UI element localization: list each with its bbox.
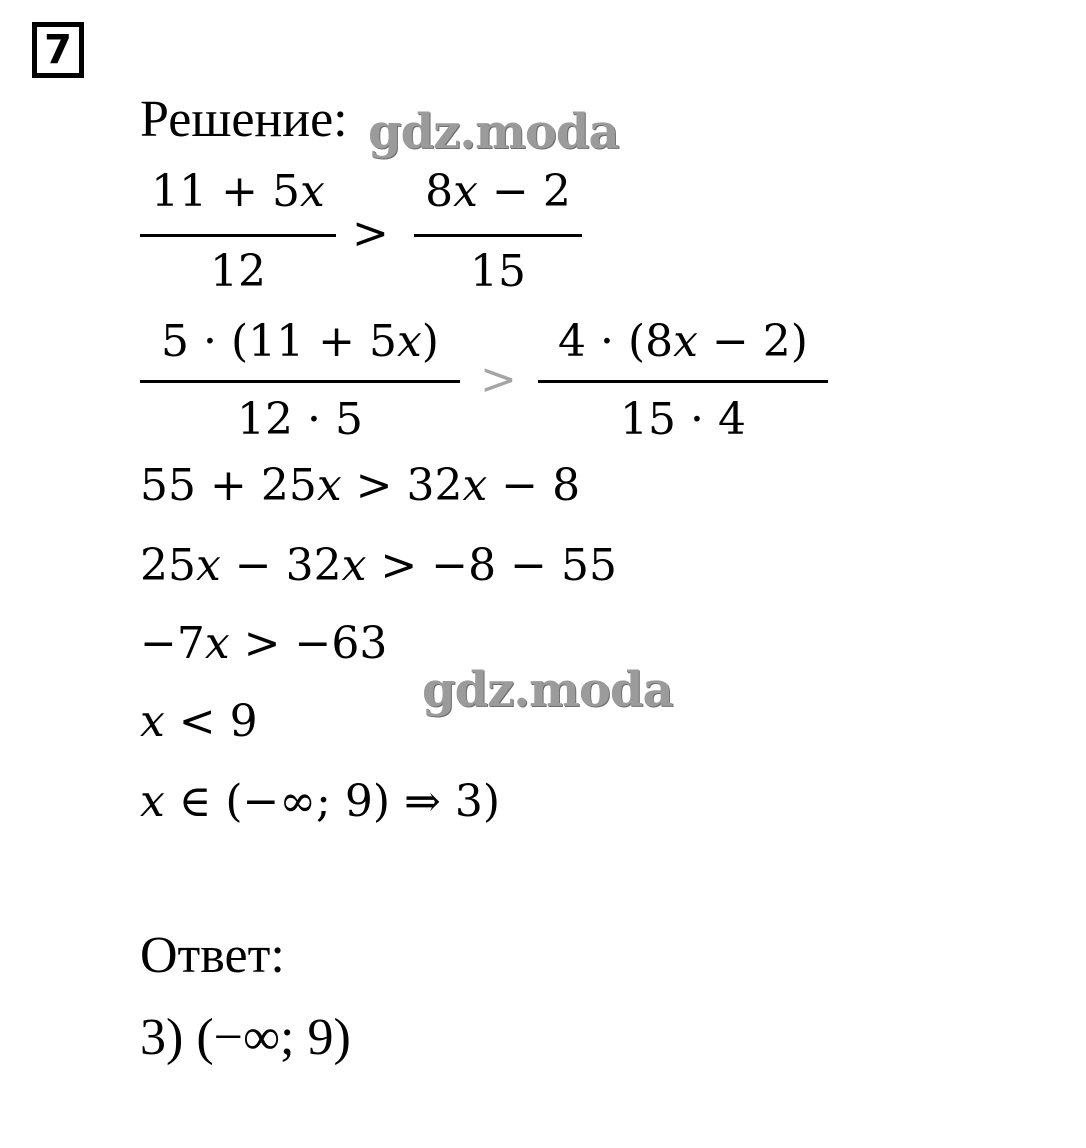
numerator: 4 · (8𝑥 − 2)	[558, 316, 808, 367]
fraction-left-2	[140, 310, 460, 450]
fraction-bar	[140, 234, 336, 237]
denominator: 15 · 4	[620, 394, 746, 445]
fraction-right-1	[414, 160, 582, 300]
step-line: 𝑥 ∈ (−∞; 9) ⇒ 3)	[140, 776, 501, 827]
step-line: 𝑥 < 9	[140, 696, 258, 747]
step-line: 25𝑥 − 32𝑥 > −8 − 55	[140, 540, 617, 591]
denominator: 15	[470, 246, 526, 297]
fraction-bar	[414, 234, 582, 237]
denominator: 12 · 5	[237, 394, 363, 445]
answer-value: 3) (−∞; 9)	[140, 1009, 351, 1066]
step-line: 55 + 25𝑥 > 32𝑥 − 8	[140, 460, 581, 511]
comparison-operator: >	[480, 354, 517, 405]
watermark-middle: gdz.moda	[422, 662, 673, 718]
fraction-bar	[538, 380, 828, 383]
answer-label: Ответ:	[140, 927, 285, 984]
numerator: 11 + 5𝑥	[151, 166, 325, 217]
fraction-right-2	[538, 310, 828, 450]
task-number-box	[32, 22, 84, 78]
solution-label: Решение:	[140, 91, 348, 148]
step-line: −7𝑥 > −63	[140, 618, 388, 669]
watermark-top: gdz.moda	[368, 104, 619, 160]
fraction-left-1	[140, 160, 336, 300]
numerator: 8𝑥 − 2	[425, 166, 571, 217]
numerator: 5 · (11 + 5𝑥)	[161, 316, 439, 367]
task-number: 7	[44, 27, 72, 73]
denominator: 12	[210, 246, 266, 297]
fraction-bar	[140, 380, 460, 383]
comparison-operator: >	[352, 208, 389, 259]
